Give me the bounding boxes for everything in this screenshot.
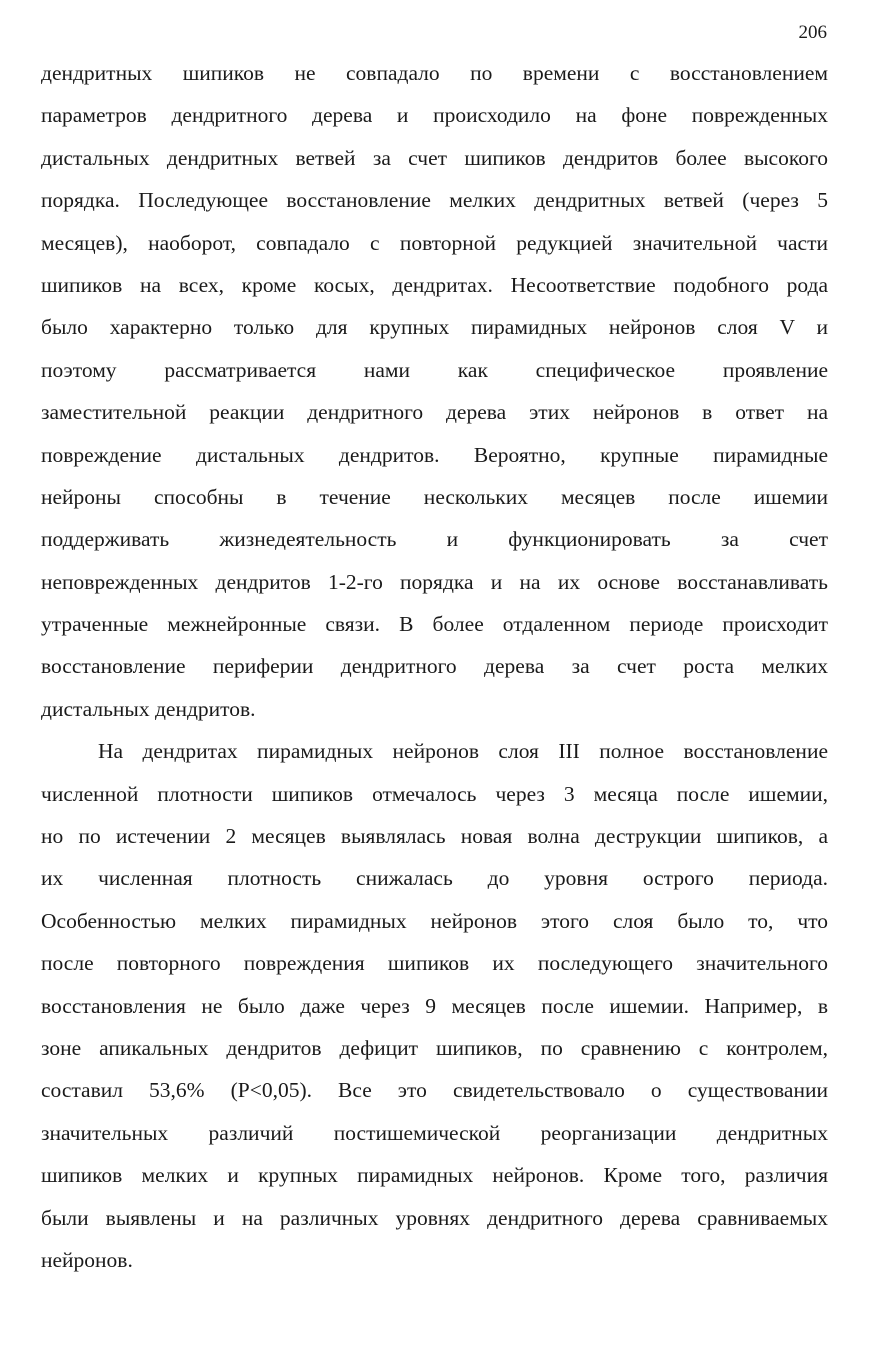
- text-line: заместительной реакции дендритного дерева этих нейронов в ответ на: [41, 400, 828, 425]
- text-line: зоне апикальных дендритов дефицит шипиков, по сравнению с контролем,: [41, 1035, 828, 1060]
- text-line: шипиков мелких и крупных пирамидных нейронов. Кроме того, различия: [41, 1163, 828, 1188]
- text-line: повреждение дистальных дендритов. Вероятно, крупные пирамидные: [41, 442, 828, 467]
- text-line: утраченные межнейронные связи. В более отдаленном периоде происходит: [41, 612, 828, 637]
- text-line: порядка. Последующее восстановление мелких дендритных ветвей (через 5: [41, 188, 828, 213]
- text-line: были выявлены и на различных уровнях дендритного дерева сравниваемых: [41, 1205, 828, 1230]
- text-line: восстановление периферии дендритного дерева за счет роста мелких: [41, 654, 828, 679]
- text-line: На дендритах пирамидных нейронов слоя III полное восстановление: [98, 739, 828, 764]
- paragraph: [41, 730, 828, 1281]
- text-line: после повторного повреждения шипиков их последующего значительного: [41, 951, 828, 976]
- text-line: нейронов.: [41, 1247, 133, 1272]
- page-number: 206: [798, 22, 827, 43]
- text-line: их численная плотность снижалась до уровня острого периода.: [41, 866, 828, 891]
- paragraph: [41, 52, 828, 730]
- text-line: неповрежденных дендритов 1-2-го порядка и на их основе восстанавливать: [41, 569, 828, 594]
- text-line: было характерно только для крупных пирамидных нейронов слоя V и: [41, 315, 828, 340]
- text-line: численной плотности шипиков отмечалось через 3 месяца после ишемии,: [41, 781, 828, 806]
- text-line: поэтому рассматривается нами как специфическое проявление: [41, 357, 828, 382]
- text-line: шипиков на всех, кроме косых, дендритах. Несоответствие подобного рода: [41, 272, 828, 297]
- text-line: месяцев), наоборот, совпадало с повторной редукцией значительной части: [41, 230, 828, 255]
- text-line: дистальных дендритов.: [41, 696, 256, 721]
- text-line: нейроны способны в течение нескольких месяцев после ишемии: [41, 484, 828, 509]
- text-line: восстановления не было даже через 9 месяцев после ишемии. Например, в: [41, 993, 828, 1018]
- text-line: значительных различий постишемической реорганизации дендритных: [41, 1120, 828, 1145]
- text-line: Особенностью мелких пирамидных нейронов этого слоя было то, что: [41, 908, 828, 933]
- text-line: поддерживать жизнедеятельность и функционировать за счет: [41, 527, 828, 552]
- text-line: составил 53,6% (P<0,05). Все это свидетельствовало о существовании: [41, 1078, 828, 1103]
- text-line: дистальных дендритных ветвей за счет шипиков дендритов более высокого: [41, 145, 828, 170]
- body-text: [41, 52, 828, 1281]
- text-line: параметров дендритного дерева и происходило на фоне поврежденных: [41, 103, 828, 128]
- text-line: дендритных шипиков не совпадало по времени с восстановлением: [41, 61, 828, 85]
- text-line: но по истечении 2 месяцев выявлялась новая волна деструкции шипиков, а: [41, 824, 828, 849]
